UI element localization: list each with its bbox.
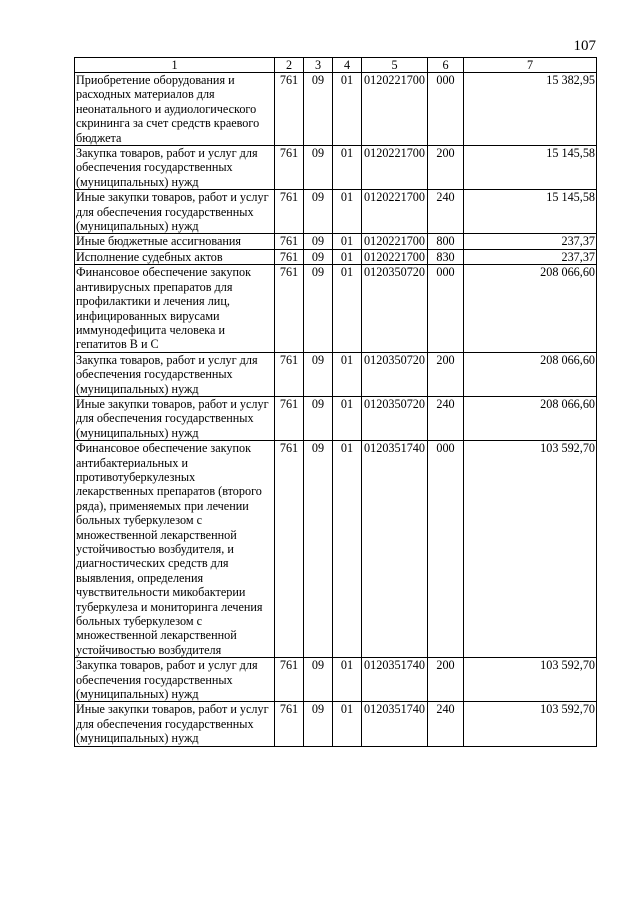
cell-name: Финансовое обеспечение закупок антибактериальных и противотуберкулезных лекарственных препаратов (второго ряда), применяемых при лечении больных туберкулезом с множественной лекарственной устойчивостью возбудителя, и диагностических средств для выявления, определения чувствительности микобактерии туберкулеза и мониторинга лечения больных туберкулезом с множественной лекарственной устойчивостью возбудителя bbox=[75, 441, 275, 658]
cell-sum: 237,37 bbox=[464, 234, 597, 249]
cell-grbs: 761 bbox=[275, 190, 304, 234]
table-row bbox=[75, 658, 597, 702]
header-row bbox=[75, 58, 597, 73]
cell-code: 0120221700 bbox=[362, 146, 428, 190]
cell-grbs: 761 bbox=[275, 234, 304, 249]
table-row bbox=[75, 396, 597, 440]
cell-section: 09 bbox=[304, 249, 333, 264]
cell-type: 830 bbox=[428, 249, 464, 264]
cell-type: 200 bbox=[428, 658, 464, 702]
cell-type: 200 bbox=[428, 146, 464, 190]
cell-name: Исполнение судебных актов bbox=[75, 249, 275, 264]
cell-type: 200 bbox=[428, 352, 464, 396]
cell-code: 0120350720 bbox=[362, 396, 428, 440]
cell-section: 09 bbox=[304, 190, 333, 234]
table-row bbox=[75, 249, 597, 264]
cell-code: 0120350720 bbox=[362, 352, 428, 396]
cell-subsection: 01 bbox=[333, 352, 362, 396]
cell-code: 0120221700 bbox=[362, 249, 428, 264]
cell-subsection: 01 bbox=[333, 702, 362, 746]
table-header bbox=[75, 58, 597, 73]
cell-subsection: 01 bbox=[333, 441, 362, 658]
cell-grbs: 761 bbox=[275, 396, 304, 440]
table-row bbox=[75, 234, 597, 249]
cell-grbs: 761 bbox=[275, 352, 304, 396]
cell-sum: 103 592,70 bbox=[464, 702, 597, 746]
header-cell-sum: 7 bbox=[464, 58, 597, 73]
cell-section: 09 bbox=[304, 441, 333, 658]
cell-code: 0120221700 bbox=[362, 190, 428, 234]
table-row bbox=[75, 73, 597, 146]
cell-sum: 208 066,60 bbox=[464, 396, 597, 440]
cell-section: 09 bbox=[304, 265, 333, 352]
cell-name: Иные закупки товаров, работ и услуг для обеспечения государственных (муниципальных) нужд bbox=[75, 396, 275, 440]
table-row bbox=[75, 352, 597, 396]
header-cell-type: 6 bbox=[428, 58, 464, 73]
cell-subsection: 01 bbox=[333, 396, 362, 440]
cell-name: Иные закупки товаров, работ и услуг для обеспечения государственных (муниципальных) нужд bbox=[75, 190, 275, 234]
cell-section: 09 bbox=[304, 658, 333, 702]
cell-type: 000 bbox=[428, 73, 464, 146]
cell-name: Приобретение оборудования и расходных материалов для неонатального и аудиологического скрининга за счет средств краевого бюджета bbox=[75, 73, 275, 146]
header-cell-name: 1 bbox=[75, 58, 275, 73]
page-number: 107 bbox=[573, 38, 596, 54]
cell-grbs: 761 bbox=[275, 702, 304, 746]
cell-sum: 208 066,60 bbox=[464, 352, 597, 396]
cell-section: 09 bbox=[304, 352, 333, 396]
header-cell-subsection: 4 bbox=[333, 58, 362, 73]
cell-type: 240 bbox=[428, 190, 464, 234]
table-row bbox=[75, 265, 597, 352]
cell-subsection: 01 bbox=[333, 658, 362, 702]
cell-code: 0120351740 bbox=[362, 658, 428, 702]
table-row bbox=[75, 190, 597, 234]
cell-subsection: 01 bbox=[333, 234, 362, 249]
cell-grbs: 761 bbox=[275, 658, 304, 702]
cell-code: 0120350720 bbox=[362, 265, 428, 352]
table-row bbox=[75, 146, 597, 190]
cell-type: 000 bbox=[428, 441, 464, 658]
header-cell-section: 3 bbox=[304, 58, 333, 73]
cell-name: Закупка товаров, работ и услуг для обеспечения государственных (муниципальных) нужд bbox=[75, 658, 275, 702]
cell-type: 000 bbox=[428, 265, 464, 352]
table-row bbox=[75, 702, 597, 746]
cell-subsection: 01 bbox=[333, 249, 362, 264]
cell-subsection: 01 bbox=[333, 146, 362, 190]
cell-grbs: 761 bbox=[275, 146, 304, 190]
cell-type: 240 bbox=[428, 702, 464, 746]
cell-grbs: 761 bbox=[275, 441, 304, 658]
cell-subsection: 01 bbox=[333, 190, 362, 234]
cell-sum: 237,37 bbox=[464, 249, 597, 264]
table-body bbox=[75, 73, 597, 747]
cell-sum: 15 145,58 bbox=[464, 190, 597, 234]
cell-sum: 15 382,95 bbox=[464, 73, 597, 146]
cell-code: 0120351740 bbox=[362, 702, 428, 746]
cell-sum: 208 066,60 bbox=[464, 265, 597, 352]
cell-subsection: 01 bbox=[333, 73, 362, 146]
cell-name: Закупка товаров, работ и услуг для обеспечения государственных (муниципальных) нужд bbox=[75, 146, 275, 190]
cell-sum: 103 592,70 bbox=[464, 658, 597, 702]
cell-name: Иные бюджетные ассигнования bbox=[75, 234, 275, 249]
header-cell-grbs: 2 bbox=[275, 58, 304, 73]
cell-section: 09 bbox=[304, 702, 333, 746]
cell-type: 240 bbox=[428, 396, 464, 440]
cell-name: Финансовое обеспечение закупок антивирусных препаратов для профилактики и лечения лиц, инфицированных вирусами иммунодефицита человека и гепатитов В и С bbox=[75, 265, 275, 352]
cell-sum: 15 145,58 bbox=[464, 146, 597, 190]
cell-grbs: 761 bbox=[275, 73, 304, 146]
budget-table bbox=[74, 57, 597, 747]
cell-type: 800 bbox=[428, 234, 464, 249]
cell-name: Закупка товаров, работ и услуг для обеспечения государственных (муниципальных) нужд bbox=[75, 352, 275, 396]
table-row bbox=[75, 441, 597, 658]
cell-grbs: 761 bbox=[275, 249, 304, 264]
cell-grbs: 761 bbox=[275, 265, 304, 352]
cell-section: 09 bbox=[304, 73, 333, 146]
cell-section: 09 bbox=[304, 234, 333, 249]
cell-code: 0120221700 bbox=[362, 234, 428, 249]
cell-sum: 103 592,70 bbox=[464, 441, 597, 658]
cell-name: Иные закупки товаров, работ и услуг для обеспечения государственных (муниципальных) нужд bbox=[75, 702, 275, 746]
cell-section: 09 bbox=[304, 396, 333, 440]
cell-code: 0120351740 bbox=[362, 441, 428, 658]
header-cell-code: 5 bbox=[362, 58, 428, 73]
cell-section: 09 bbox=[304, 146, 333, 190]
cell-subsection: 01 bbox=[333, 265, 362, 352]
cell-code: 0120221700 bbox=[362, 73, 428, 146]
